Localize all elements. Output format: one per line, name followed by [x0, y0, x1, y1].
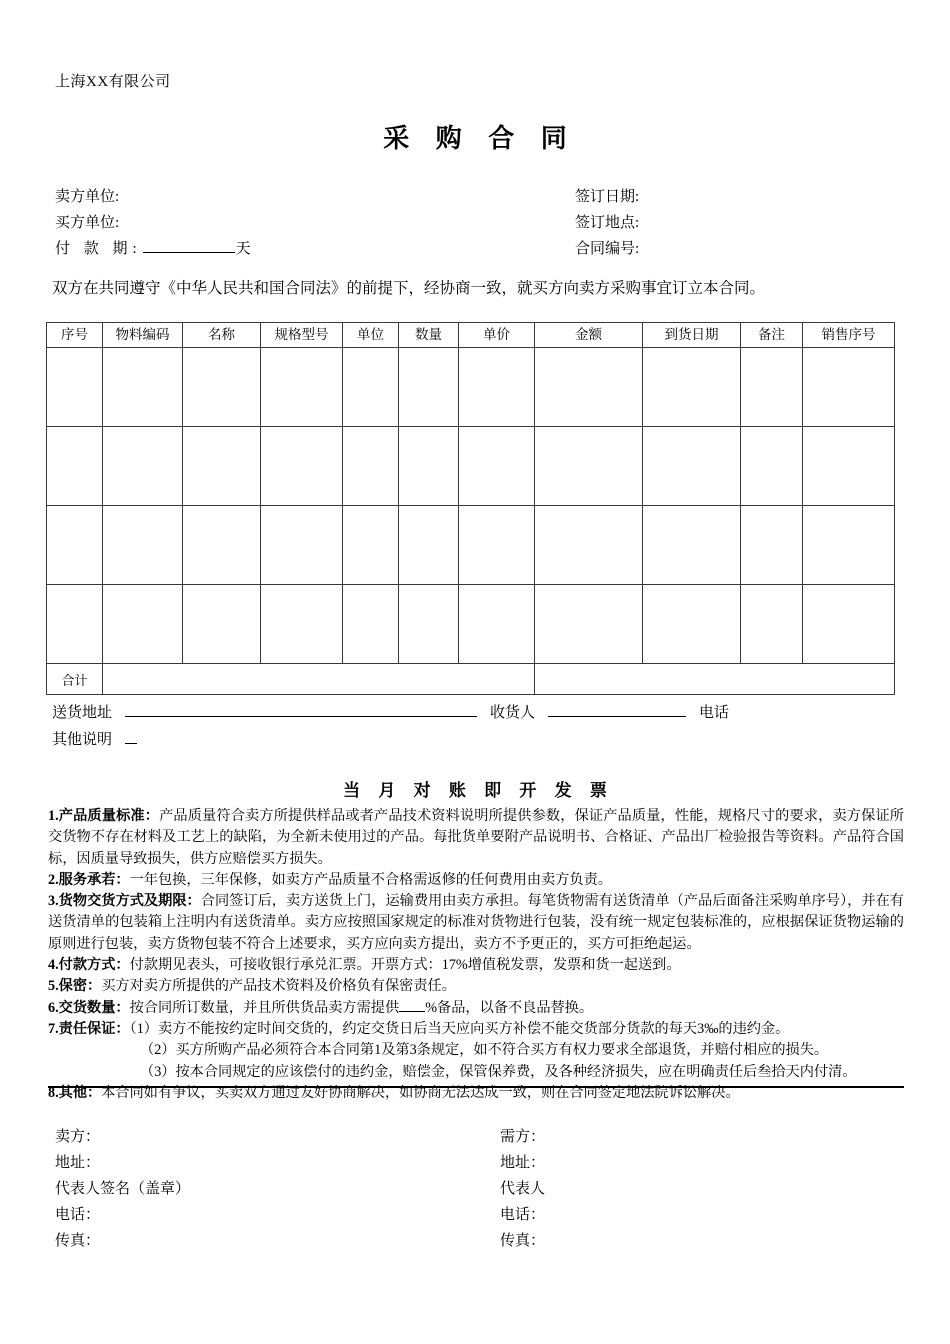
- company-name: 上海XX有限公司: [55, 74, 171, 90]
- table-row[interactable]: [47, 427, 895, 506]
- cell-unit-price[interactable]: [459, 506, 535, 585]
- column-header-arrival-date: 到货日期: [643, 323, 741, 348]
- cell-spec-model[interactable]: [261, 585, 343, 664]
- cell-arrival-date[interactable]: [643, 506, 741, 585]
- cell-arrival-date[interactable]: [643, 348, 741, 427]
- cell-sales-order-no[interactable]: [803, 506, 895, 585]
- cell-unit-price[interactable]: [459, 348, 535, 427]
- signature-block: [55, 1124, 905, 1254]
- cell-index[interactable]: [47, 506, 103, 585]
- cell-name[interactable]: [183, 348, 261, 427]
- page-title: 采 购 合 同: [383, 124, 577, 153]
- cell-spec-model[interactable]: [261, 427, 343, 506]
- column-header-sales-order-no: 销售序号: [803, 323, 895, 348]
- sign-date-label: 签订日期:: [575, 189, 640, 205]
- items-table-header-row: [47, 323, 895, 348]
- cell-name[interactable]: [183, 585, 261, 664]
- cell-remark[interactable]: [741, 427, 803, 506]
- buyer-representative-label[interactable]: 代表人: [500, 1181, 546, 1197]
- intro-paragraph: 双方在共同遵守《中华人民共和国合同法》的前提下，经协商一致，就买方向卖方采购事宜订立本合同。: [52, 280, 766, 297]
- cell-index[interactable]: [47, 348, 103, 427]
- term-4-number: 4.: [48, 957, 59, 974]
- sign-place-field[interactable]: [575, 210, 895, 236]
- contract-number-field[interactable]: [575, 236, 895, 262]
- term-6-body-before: 按合同所订数量，并且所供货品卖方需提供: [129, 999, 400, 1016]
- term-8-body: 本合同如有争议，买卖双方通过友好协商解决，如协商无法达成一致，则在合同签定地法院诉讼解决。: [101, 1084, 740, 1101]
- cell-remark[interactable]: [741, 506, 803, 585]
- term-1-body: 产品质量符合卖方所提供样品或者产品技术资料说明所提供参数，保证产品质量，性能，规格尺寸的要求，卖方保证所交货物不存在材料及工艺上的缺陷，为全新未使用过的产品。每批货单要附产品说明书、合格证、产品出厂检验报告等资料。产品符合国标，因质量导致损失，供方应赔偿买方损失。: [48, 808, 904, 867]
- column-header-unit-price: 单价: [459, 323, 535, 348]
- buyer-unit-field[interactable]: [55, 210, 575, 236]
- cell-amount[interactable]: [535, 348, 643, 427]
- term-6-title: 交货数量: [58, 999, 116, 1016]
- term-5-colon: ：: [87, 978, 102, 995]
- cell-sales-order-no[interactable]: [803, 348, 895, 427]
- seller-unit-label: 卖方单位:: [55, 189, 120, 205]
- cell-amount[interactable]: [535, 506, 643, 585]
- delivery-info: [52, 700, 902, 754]
- table-row[interactable]: [47, 506, 895, 585]
- seller-unit-field[interactable]: [55, 184, 575, 210]
- phone-label: 电话: [699, 705, 730, 721]
- cell-quantity[interactable]: [399, 585, 459, 664]
- term-5-title: 保密: [58, 978, 88, 995]
- term-7-colon: ：: [115, 1020, 130, 1037]
- seller-representative-label[interactable]: 代表人签名（盖章）: [55, 1181, 191, 1197]
- cell-unit-price[interactable]: [459, 427, 535, 506]
- column-header-spec-model: 规格型号: [261, 323, 343, 348]
- term-5: [48, 976, 904, 997]
- buyer-phone-label[interactable]: 电话：: [500, 1207, 546, 1223]
- column-header-amount: 金额: [535, 323, 643, 348]
- term-4: [48, 955, 904, 976]
- column-header-material-code: 物料编码: [103, 323, 183, 348]
- receiver-input[interactable]: [548, 701, 686, 717]
- cell-sales-order-no[interactable]: [803, 427, 895, 506]
- term-7: [48, 1019, 904, 1040]
- cell-amount[interactable]: [535, 585, 643, 664]
- term-2-colon: ：: [115, 871, 130, 888]
- buyer-unit-label: 买方单位:: [55, 215, 120, 231]
- term-1-colon: ：: [144, 808, 160, 824]
- term-8-colon: ：: [87, 1084, 102, 1101]
- term-6-number: 6.: [48, 999, 59, 1016]
- sign-date-field[interactable]: [575, 184, 895, 210]
- cell-quantity[interactable]: [399, 427, 459, 506]
- payment-term-label: 付 款 期:: [55, 241, 142, 257]
- payment-term-input[interactable]: [143, 237, 235, 253]
- cell-material-code[interactable]: [103, 506, 183, 585]
- payment-term-field[interactable]: [55, 236, 575, 262]
- total-label: 合计: [47, 664, 103, 695]
- cell-unit[interactable]: [343, 506, 399, 585]
- term-5-body: 买方对卖方所提供的产品技术资料及价格负有保密责任。: [101, 978, 456, 995]
- cell-unit[interactable]: [343, 348, 399, 427]
- total-right-value[interactable]: [535, 664, 895, 695]
- term-4-colon: ：: [115, 957, 130, 974]
- buyer-party-label[interactable]: 需方：: [500, 1129, 546, 1145]
- items-table-head: [47, 323, 895, 348]
- other-notes-label: 其他说明: [52, 732, 113, 748]
- term-1-title: 产品质量标准: [58, 808, 145, 824]
- term-1: [48, 806, 904, 870]
- column-header-unit: 单位: [343, 323, 399, 348]
- cell-unit[interactable]: [343, 585, 399, 664]
- term-3-number: 3.: [48, 893, 59, 910]
- cell-material-code[interactable]: [103, 585, 183, 664]
- term-7-title: 责任保证: [58, 1020, 116, 1037]
- term-5-number: 5.: [48, 978, 59, 995]
- section-divider: [48, 1086, 904, 1088]
- sign-place-label: 签订地点:: [575, 215, 640, 231]
- cell-unit[interactable]: [343, 427, 399, 506]
- cell-index[interactable]: [47, 585, 103, 664]
- term-8-number: 8.: [48, 1084, 59, 1101]
- delivery-address-row: [52, 700, 902, 727]
- buyer-signature-column: [500, 1124, 905, 1254]
- contract-number-label: 合同编号:: [575, 241, 640, 257]
- cell-arrival-date[interactable]: [643, 427, 741, 506]
- term-6: [48, 998, 904, 1019]
- column-header-remark: 备注: [741, 323, 803, 348]
- term-3-body: 合同签订后，卖方送货上门，运输费用由卖方承担。每笔货物需有送货清单（产品后面备注采购单序号），并在有送货清单的包装箱上注明内有送货清单。卖方应按照国家规定的标准对货物进行包装，没有统一规定包装标准的，应根据保证货物运输的原则进行包装，卖方货物包装不符合上述要求，买方应向卖方提出，卖方不予更正的，买方可拒绝起运。: [48, 893, 904, 952]
- meta-row-buyer: [55, 210, 895, 236]
- items-table-body: [47, 348, 895, 664]
- receiver-label: 收货人: [490, 705, 536, 721]
- buyer-fax-label[interactable]: 传真：: [500, 1233, 546, 1249]
- cell-quantity[interactable]: [399, 506, 459, 585]
- column-header-index: 序号: [47, 323, 103, 348]
- table-row[interactable]: [47, 585, 895, 664]
- seller-fax-label[interactable]: 传真：: [55, 1233, 101, 1249]
- term-8-title: 其他: [58, 1084, 88, 1101]
- cell-remark[interactable]: [741, 585, 803, 664]
- spare-parts-percent-input[interactable]: [399, 998, 425, 1012]
- buyer-address-label[interactable]: 地址：: [500, 1155, 546, 1171]
- cell-name[interactable]: [183, 427, 261, 506]
- cell-sales-order-no[interactable]: [803, 585, 895, 664]
- seller-signature-column: [55, 1124, 500, 1254]
- term-6-body-after: %备品，以备不良品替换。: [425, 999, 594, 1016]
- term-1-number: 1.: [48, 808, 59, 824]
- cell-material-code[interactable]: [103, 427, 183, 506]
- cell-remark[interactable]: [741, 348, 803, 427]
- meta-row-seller: [55, 184, 895, 210]
- payment-term-unit: 天: [235, 241, 251, 257]
- term-4-body: 付款期见表头，可接收银行承兑汇票。开票方式：17%增值税发票，发票和货一起送到。: [129, 957, 681, 974]
- term-3-colon: ：: [186, 893, 201, 910]
- term-7-sub-item-3: （3）按本合同规定的应该偿付的违约金，赔偿金，保管保养费，及各种经济损失，应在明确责任后叁拾天内付清。: [140, 1063, 857, 1080]
- seller-phone-label[interactable]: 电话：: [55, 1207, 101, 1223]
- term-3-title: 货物交货方式及期限: [58, 893, 187, 910]
- seller-address-label[interactable]: 地址：: [55, 1155, 101, 1171]
- term-4-title: 付款方式: [58, 957, 116, 974]
- cell-spec-model[interactable]: [261, 348, 343, 427]
- table-row[interactable]: [47, 348, 895, 427]
- cell-arrival-date[interactable]: [643, 585, 741, 664]
- term-2: [48, 870, 904, 891]
- delivery-address-label: 送货地址: [52, 705, 113, 721]
- terms-section: [48, 806, 904, 1104]
- items-table: [46, 322, 895, 695]
- other-notes-row: [52, 727, 902, 754]
- total-left-value[interactable]: [103, 664, 535, 695]
- meta-row-payment: [55, 236, 895, 262]
- items-table-foot: [47, 664, 895, 695]
- column-header-quantity: 数量: [399, 323, 459, 348]
- column-header-name: 名称: [183, 323, 261, 348]
- term-7-number: 7.: [48, 1020, 59, 1037]
- cell-quantity[interactable]: [399, 348, 459, 427]
- term-2-title: 服务承若: [58, 871, 116, 888]
- seller-party-label[interactable]: 卖方：: [55, 1129, 101, 1145]
- cell-amount[interactable]: [535, 427, 643, 506]
- cell-material-code[interactable]: [103, 348, 183, 427]
- term-7-sub-item-2: （2）买方所购产品必须符合本合同第1及第3条规定，如不符合买方有权力要求全部退货，并赔付相应的损失。: [140, 1042, 829, 1059]
- term-2-body: 一年包换，三年保修，如卖方产品质量不合格需返修的任何费用由卖方负责。: [129, 871, 612, 888]
- cell-spec-model[interactable]: [261, 506, 343, 585]
- term-3: [48, 891, 904, 955]
- other-notes-input[interactable]: [125, 728, 137, 744]
- cell-unit-price[interactable]: [459, 585, 535, 664]
- total-row: [47, 664, 895, 695]
- delivery-address-input[interactable]: [125, 701, 477, 717]
- invoice-banner: 当 月 对 账 即 开 发 票: [343, 781, 614, 800]
- contract-meta-fields: [55, 184, 895, 262]
- cell-name[interactable]: [183, 506, 261, 585]
- term-6-colon: ：: [115, 999, 130, 1016]
- cell-index[interactable]: [47, 427, 103, 506]
- term-2-number: 2.: [48, 871, 59, 888]
- term-7-sub-1: （1）卖方不能按约定时间交货的，约定交货日后当天应向买方补偿不能交货部分货款的每天3‰的违约金。: [129, 1020, 790, 1037]
